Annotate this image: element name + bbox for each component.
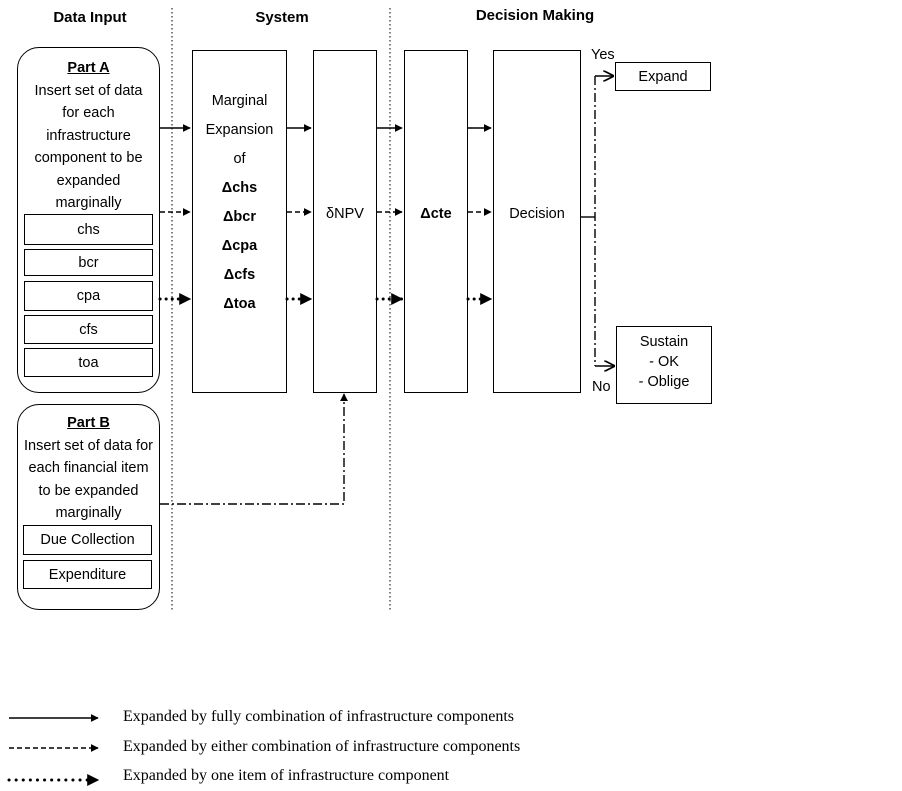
part-b-line: to be expanded <box>38 482 139 499</box>
item-cfs: cfs <box>24 315 153 344</box>
delta-cfs: Δcfs <box>223 267 256 283</box>
sustain-line: - Oblige <box>638 374 690 390</box>
part-b-line: marginally <box>55 505 122 521</box>
sustain-line: Sustain <box>639 334 689 350</box>
part-a-line: expanded <box>56 172 121 189</box>
system-line: of <box>233 151 246 167</box>
part-b-title: Part B <box>67 415 110 431</box>
part-a-line: marginally <box>55 195 122 211</box>
npv-label: δNPV <box>326 206 364 222</box>
expand-box: Expand <box>615 62 711 91</box>
delta-bcr: Δbcr <box>223 209 256 225</box>
item-toa: toa <box>24 348 153 377</box>
part-a-line: component to be <box>34 150 143 166</box>
item-cpa: cpa <box>24 281 153 311</box>
item-due-collection: Due Collection <box>23 525 152 555</box>
header-decision-making: Decision Making <box>475 7 595 24</box>
part-a-line: for each <box>62 105 115 121</box>
legend-solid-text: Expanded by fully combination of infrastructure components <box>123 708 515 725</box>
part-b-line: Insert set of data for <box>24 437 153 454</box>
part-b-to-npv-connector <box>160 394 344 504</box>
header-system: System <box>255 9 309 26</box>
yes-label: Yes <box>591 47 615 63</box>
delta-cpa: Δcpa <box>221 238 258 254</box>
system-line: Marginal <box>211 93 268 109</box>
system-line: Expansion <box>205 122 274 138</box>
item-chs: chs <box>24 214 153 245</box>
legend-dotted-text: Expanded by one item of infrastructure component <box>123 767 450 784</box>
decision-label: Decision <box>509 206 565 222</box>
part-a-line: infrastructure <box>46 127 131 144</box>
no-label: No <box>592 379 611 395</box>
item-expenditure: Expenditure <box>23 560 152 589</box>
delta-chs: Δchs <box>221 180 258 196</box>
part-a-line: Insert set of data <box>34 82 143 99</box>
part-a-title: Part A <box>67 60 110 76</box>
delta-toa: Δtoa <box>223 296 256 312</box>
legend-dashed-text: Expanded by either combination of infrastructure components <box>123 738 521 755</box>
cte-label: Δcte <box>420 206 452 222</box>
item-bcr: bcr <box>24 249 153 276</box>
header-data-input: Data Input <box>53 9 127 26</box>
part-b-line: each financial item <box>28 460 149 476</box>
sustain-line: - OK <box>649 354 679 370</box>
